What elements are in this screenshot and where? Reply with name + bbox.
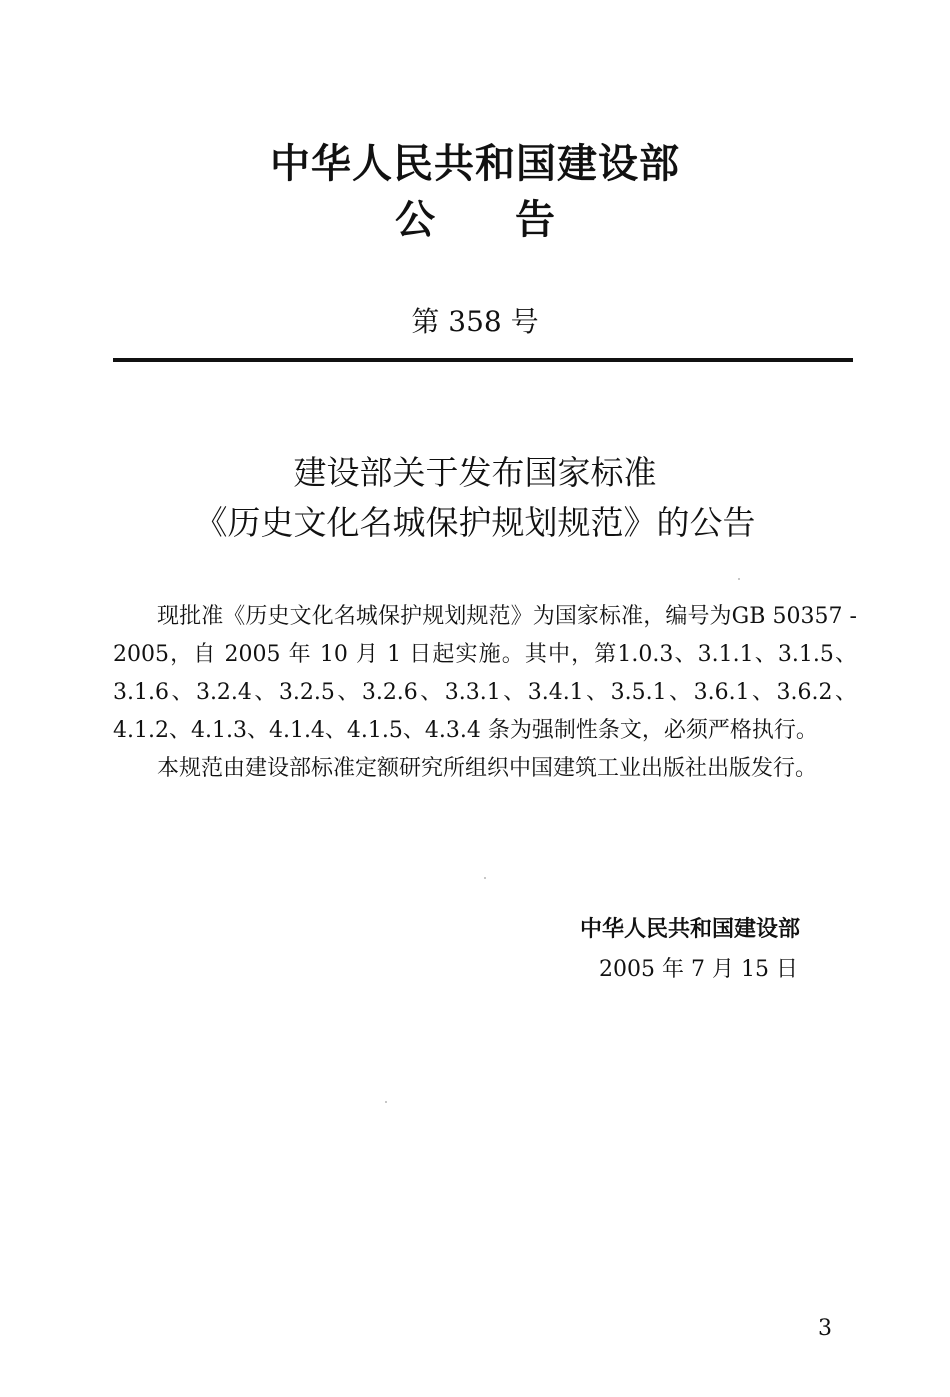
- scan-speck: [738, 578, 740, 580]
- header-divider: [113, 358, 853, 362]
- scan-speck: [484, 877, 486, 879]
- notice-number: 第 358 号: [411, 305, 539, 338]
- notice-subject: [0, 448, 950, 548]
- body-paragraph-2: 本规范由建设部标准定额研究所组织中国建筑工业出版社出版发行。: [157, 756, 818, 781]
- notice-body: [113, 598, 857, 788]
- page-number: 3: [818, 1316, 832, 1341]
- scan-speck: [385, 1101, 387, 1103]
- subject-line-2: 《历史文化名城保护规划规范》的公告: [194, 503, 756, 542]
- body-paragraph-1: 现批准《历史文化名城保护规划规范》为国家标准，编号为GB 50357 - 2005，自 2005 年 10 月 1 日起实施。其中，第1.0.3、3.1.1、3.1.5、3.1.6、3.2.4、3.2.5、3.2.6、3.3.1、3.4.1、3.5.1、3.6.1、3.6.2、4.1.2、4.1.3、4.1.4、4.1.5、4.3.4 条为强制性条文，必须严格执行。: [113, 604, 857, 743]
- issuer-heading: 中华人民共和国建设部: [270, 141, 680, 187]
- signature-issuer: 中华人民共和国建设部: [579, 917, 800, 942]
- notice-heading: 公告: [395, 197, 635, 243]
- signature-date: 2005 年 7 月 15 日: [599, 957, 798, 982]
- subject-line-1: 建设部关于发布国家标准: [293, 453, 657, 492]
